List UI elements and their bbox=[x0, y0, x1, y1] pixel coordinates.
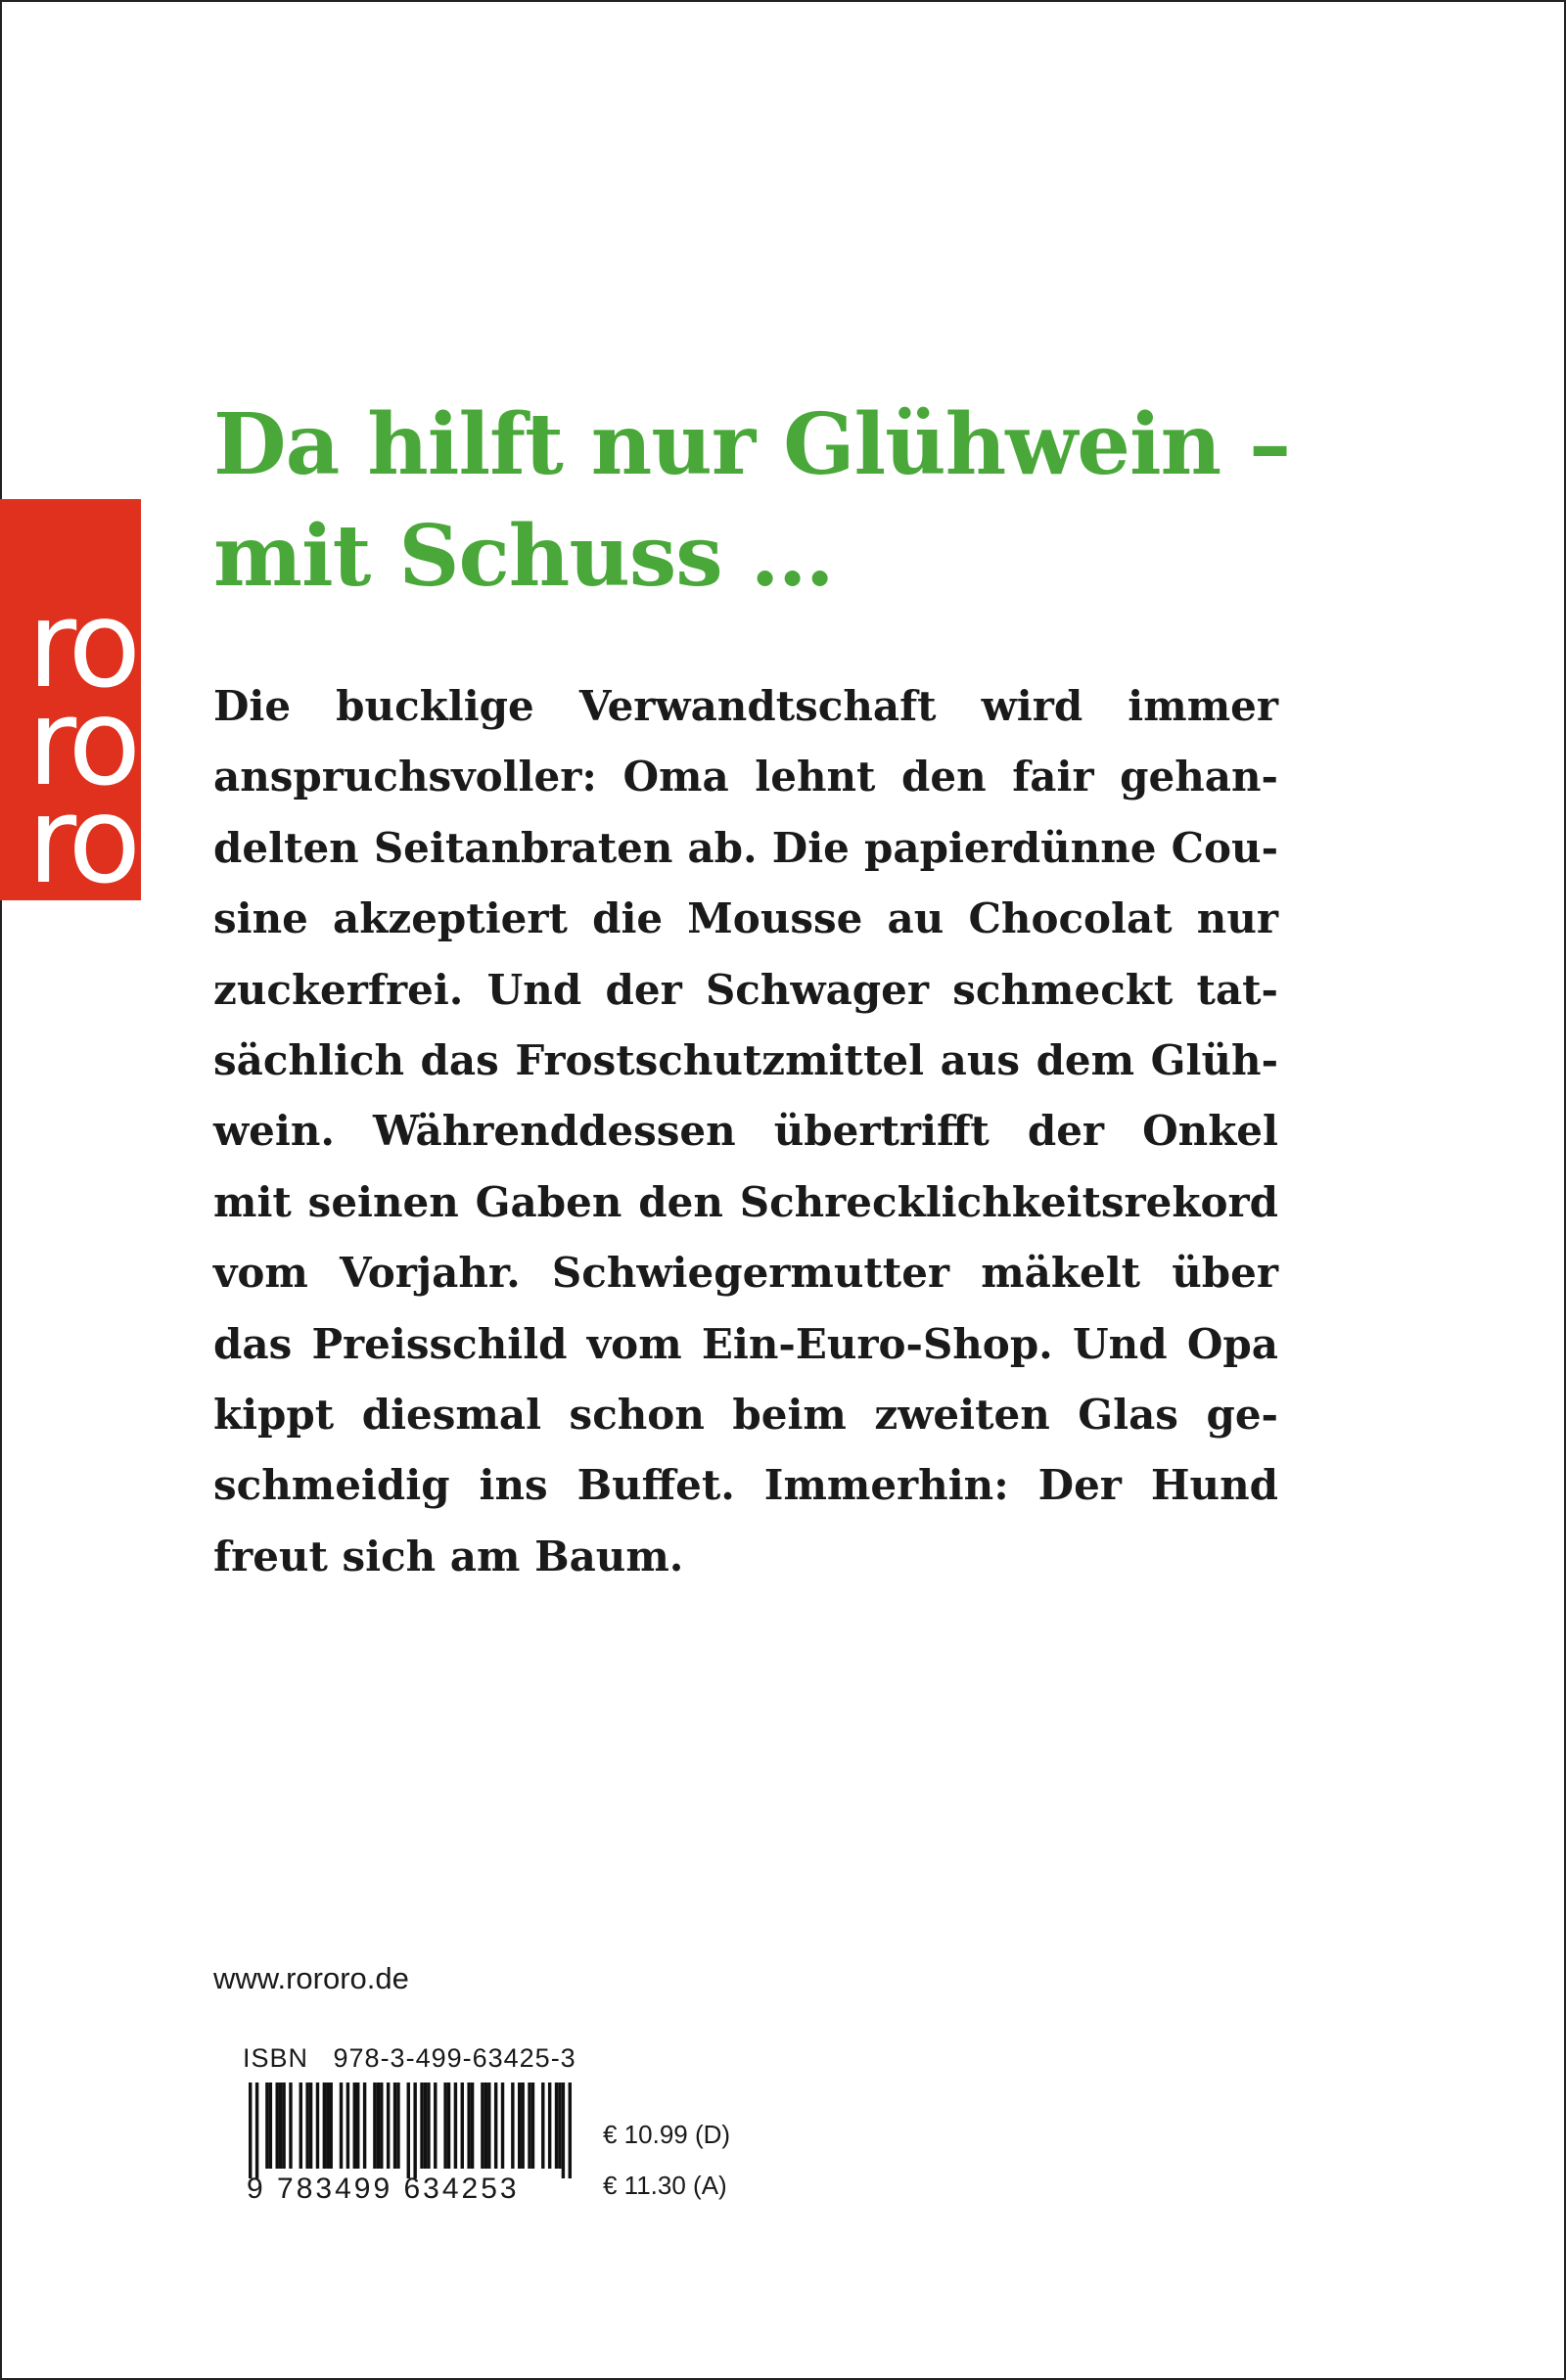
barcode-bar bbox=[269, 2082, 272, 2169]
barcode-bar bbox=[282, 2082, 285, 2169]
barcode-bar bbox=[501, 2082, 504, 2169]
rororo-logo bbox=[0, 499, 141, 900]
barcode-bar bbox=[531, 2082, 534, 2169]
barcode-bar bbox=[555, 2082, 558, 2169]
barcode-bar bbox=[487, 2082, 490, 2169]
barcode-bar bbox=[276, 2082, 279, 2169]
barcode-bar bbox=[528, 2082, 530, 2169]
barcode-bar bbox=[323, 2082, 326, 2169]
barcode-bar bbox=[346, 2082, 349, 2169]
barcode-bar bbox=[471, 2082, 474, 2169]
blurb-line: freut sich am Baum. bbox=[213, 1532, 684, 1580]
barcode-bar bbox=[396, 2082, 399, 2169]
barcode-bar bbox=[521, 2082, 524, 2169]
barcode-bar bbox=[353, 2082, 356, 2169]
logo-text-line: ro bbox=[27, 771, 136, 900]
barcode-bar bbox=[326, 2082, 329, 2169]
barcode-bar bbox=[377, 2082, 380, 2169]
blurb-line: sächlich das Frostschutzmittel aus dem Glüh- bbox=[213, 1035, 1278, 1084]
barcode bbox=[249, 2082, 572, 2178]
barcode-bar bbox=[299, 2082, 302, 2169]
barcode-bar bbox=[558, 2082, 561, 2169]
headline-line: mit Schuss … bbox=[213, 507, 834, 606]
barcode-bar bbox=[249, 2082, 252, 2178]
barcode-bar bbox=[316, 2082, 319, 2169]
blurb-line: das Preisschild vom Ein-Euro-Shop. Und Opa bbox=[213, 1319, 1278, 1368]
headline-line: Da hilft nur Glühwein – bbox=[213, 395, 1291, 494]
blurb-line: anspruchsvoller: Oma lehnt den fair gehan- bbox=[213, 753, 1278, 801]
barcode-bar bbox=[393, 2082, 396, 2169]
headline bbox=[213, 389, 1339, 613]
barcode-bar bbox=[467, 2082, 470, 2169]
barcode-digits: 9 783499 634253 bbox=[247, 2173, 520, 2205]
blurb-line: wein. Währenddessen übertrifft der Onkel bbox=[213, 1107, 1278, 1156]
barcode-bar bbox=[481, 2082, 484, 2169]
isbn-label: ISBN 978-3-499-63425-3 bbox=[243, 2043, 576, 2073]
barcode-bar bbox=[373, 2082, 376, 2169]
barcode-bar bbox=[265, 2082, 268, 2169]
barcode-bar bbox=[363, 2082, 366, 2169]
barcode-bar bbox=[541, 2082, 544, 2169]
barcode-bar bbox=[494, 2082, 497, 2169]
barcode-bar bbox=[413, 2082, 416, 2178]
blurb-line: kippt diesmal schon beim zweiten Glas ge- bbox=[213, 1390, 1278, 1439]
barcode-bar bbox=[447, 2082, 450, 2169]
barcode-bar bbox=[443, 2082, 446, 2169]
barcode-bar bbox=[454, 2082, 457, 2169]
barcode-bar bbox=[461, 2082, 464, 2169]
barcode-bar bbox=[309, 2082, 312, 2169]
barcode-bar bbox=[562, 2082, 565, 2178]
barcode-bar bbox=[380, 2082, 383, 2169]
barcode-bar bbox=[424, 2082, 427, 2169]
barcode-bar bbox=[548, 2082, 551, 2169]
blurb-text bbox=[213, 671, 1278, 1592]
barcode-bar bbox=[305, 2082, 308, 2169]
barcode-bar bbox=[340, 2082, 343, 2169]
blurb-line: delten Seitanbraten ab. Die papierdünne Cou- bbox=[213, 823, 1278, 872]
barcode-bar bbox=[255, 2082, 258, 2178]
barcode-bar bbox=[279, 2082, 282, 2169]
blurb-line: schmeidig ins Buffet. Immerhin: Der Hund bbox=[213, 1461, 1278, 1510]
barcode-bar bbox=[511, 2082, 514, 2169]
barcode-bar bbox=[420, 2082, 423, 2169]
barcode-bar bbox=[434, 2082, 437, 2169]
blurb-line: Die bucklige Verwandtschaft wird immer bbox=[213, 682, 1278, 730]
barcode-bar bbox=[356, 2082, 359, 2169]
barcode-bar bbox=[289, 2082, 292, 2169]
price-germany: € 10.99 (D) bbox=[603, 2120, 731, 2149]
blurb-line: vom Vorjahr. Schwiegermutter mäkelt über bbox=[213, 1249, 1278, 1298]
logo-text-line: ro bbox=[27, 575, 136, 714]
barcode-bar bbox=[569, 2082, 572, 2178]
publisher-website: www.rororo.de bbox=[213, 1961, 409, 1995]
barcode-bar bbox=[330, 2082, 333, 2169]
barcode-bar bbox=[484, 2082, 487, 2169]
blurb-line: mit seinen Gaben den Schrecklichkeitsrekord bbox=[213, 1177, 1278, 1226]
barcode-bar bbox=[407, 2082, 410, 2178]
blurb-line: sine akzeptiert die Mousse au Chocolat nur bbox=[213, 894, 1278, 943]
price-austria: € 11.30 (A) bbox=[603, 2171, 727, 2200]
barcode-bar bbox=[518, 2082, 521, 2169]
barcode-bar bbox=[387, 2082, 390, 2169]
barcode-bar bbox=[427, 2082, 430, 2169]
logo-text-line: ro bbox=[27, 673, 136, 812]
blurb-line: zuckerfrei. Und der Schwager schmeckt tat- bbox=[213, 965, 1278, 1014]
